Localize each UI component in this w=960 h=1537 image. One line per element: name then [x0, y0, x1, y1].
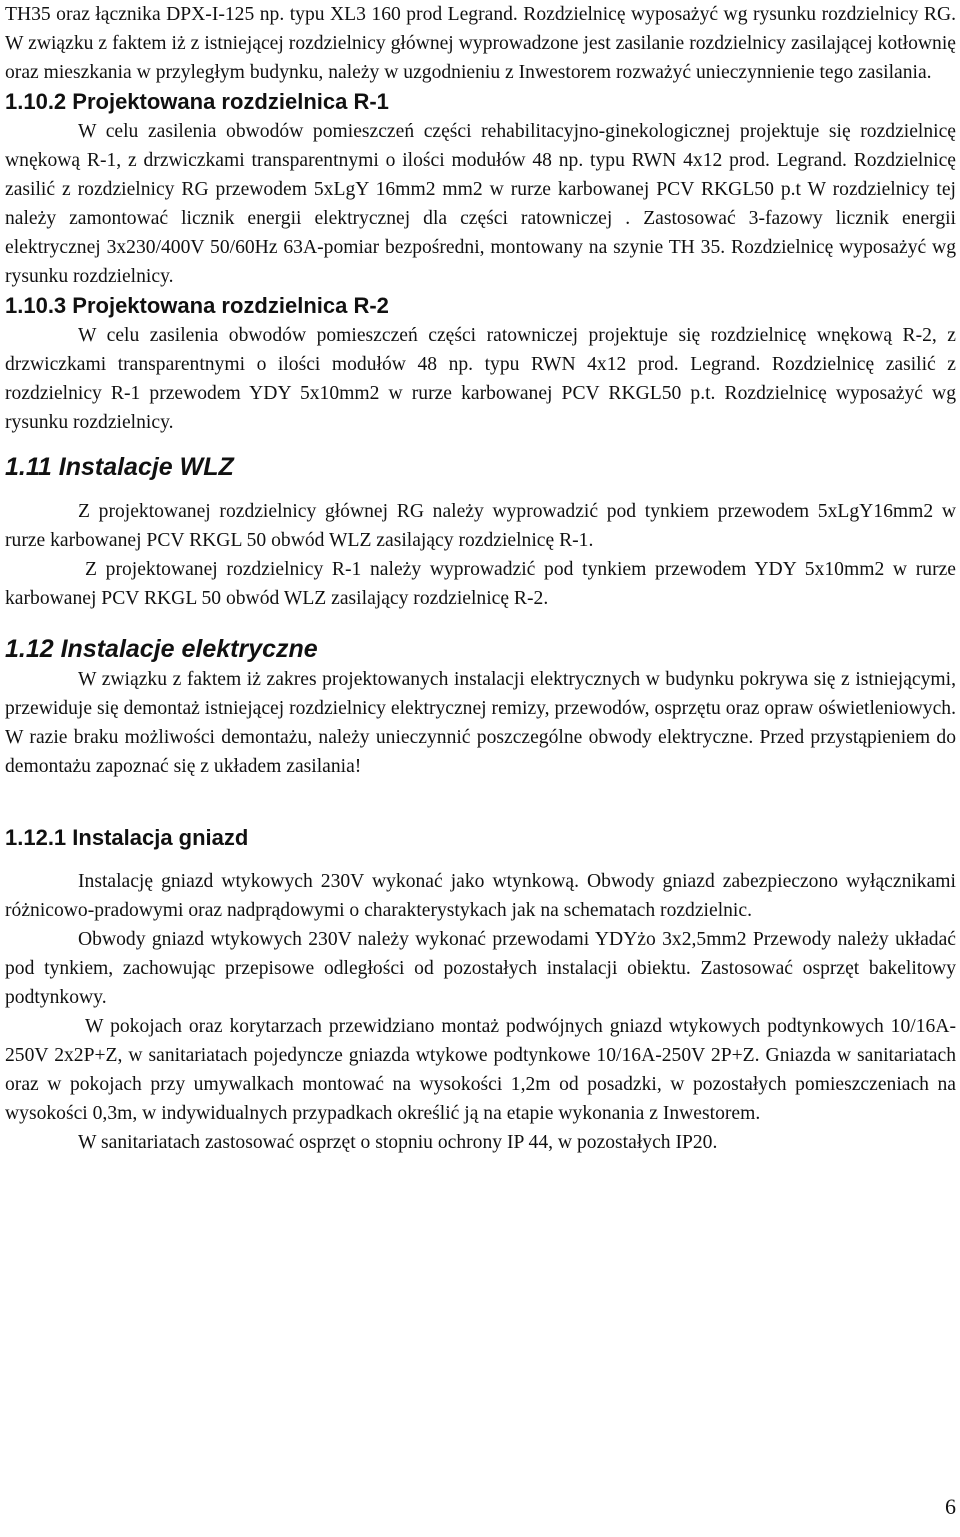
intro-paragraph: TH35 oraz łącznika DPX-I-125 np. typu XL3 160 prod Legrand. Rozdzielnicę wyposażyć wg rysunku rozdzielnicy RG. W związku z faktem iż z istniejącej rozdzielnicy głównej wyprowadzone jest zasilanie rozdzielnicy zasilającej kotłownię oraz mieszkania w przyległym budynku, należy w uzgodnieniu z Inwestorem rozważyć unieczynnienie tego zasilania. — [5, 4, 956, 83]
paragraph-1-12-1-a: Instalację gniazd wtykowych 230V wykonać jako wtynkową. Obwody gniazd zabezpieczono wyłącznikami różnicowo-pradowymi oraz nadprądowymi o charakterystykach jak na schematach rozdzielnic. — [5, 871, 956, 921]
heading-1-12-1: 1.12.1 Instalacja gniazd — [5, 825, 249, 850]
heading-1-10-2: 1.10.2 Projektowana rozdzielnica R-1 — [5, 89, 389, 114]
heading-1-10-3: 1.10.3 Projektowana rozdzielnica R-2 — [5, 293, 389, 318]
heading-1-12: 1.12 Instalacje elektryczne — [5, 635, 318, 663]
paragraph-1-11-a: Z projektowanej rozdzielnicy głównej RG należy wyprowadzić pod tynkiem przewodem 5xLgY16mm2 w rurze karbowanej PCV RKGL 50 obwód WLZ zasilający rozdzielnicę R-1. — [5, 501, 956, 551]
page-number: 6 — [945, 1494, 956, 1519]
paragraph-1-12-1-b: Obwody gniazd wtykowych 230V należy wykonać przewodami YDYżo 3x2,5mm2 Przewody należy układać pod tynkiem, zachowując przepisowe odległości od pozostałych instalacji obiektu. Zastosować osprzęt bakelitowy podtynkowy. — [5, 929, 956, 1008]
section-spacer — [5, 437, 956, 451]
paragraph-1-10-3: W celu zasilenia obwodów pomieszczeń części ratowniczej projektuje się rozdzielnicę wnękową R-2, z drzwiczkami transparentnymi o ilości modułów 48 np. typu RWN 4x12 prod. Legrand. Rozdzielnicę zasilić z rozdzielnicy R-1 przewodem YDY 5x10mm2 w rurze karbowanej PCV RKGL50 p.t. Rozdzielnicę wyposażyć wg rysunku rozdzielnicy. — [5, 325, 956, 433]
paragraph-1-10-2: W celu zasilenia obwodów pomieszczeń części rehabilitacyjno-ginekologicznej projektuje się rozdzielnicę wnękową R-1, z drzwiczkami transparentnymi o ilości modułów 48 np. typu RWN 4x12 prod. Legrand. Rozdzielnicę zasilić z rozdzielnicy RG przewodem 5xLgY 16mm2 mm2 w rurze karbowanej PCV RKGL50 p.t W rozdzielnicy tej należy zamontować licznik energii elektrycznej dla części ratowniczej . Zastosować 3-fazowy licznik energii elektrycznej 3x230/400V 50/60Hz 63A-pomiar bezpośredni, montowany na szynie TH 35. Rozdzielnicę wyposażyć wg rysunku rozdzielnicy. — [5, 121, 956, 287]
paragraph-1-11-b: Z projektowanej rozdzielnicy R-1 należy wyprowadzić pod tynkiem przewodem YDY 5x10mm2 w rurze karbowanej PCV RKGL 50 obwód WLZ zasilający rozdzielnicę R-2. — [5, 559, 956, 609]
section-spacer — [5, 483, 956, 497]
paragraph-1-12-1-d: W sanitariatach zastosować osprzęt o stopniu ochrony IP 44, w pozostałych IP20. — [78, 1132, 718, 1153]
heading-1-11: 1.11 Instalacje WLZ — [5, 453, 234, 481]
paragraph-1-12: W związku z faktem iż zakres projektowanych instalacji elektrycznych w budynku pokrywa się z istniejącymi, przewiduje się demontaż istniejącej rozdzielnicy elektrycznej remizy, przewodów, osprzętu oraz opraw oświetleniowych. W razie braku możliwości demontażu, należy unieczynnić poszczególne obwody elektryczne. Przed przystąpieniem do demontażu zapoznać się z układem zasilania! — [5, 669, 956, 777]
section-spacer — [5, 781, 956, 823]
section-spacer — [5, 613, 956, 633]
paragraph-1-12-1-c: W pokojach oraz korytarzach przewidziano montaż podwójnych gniazd wtykowych podtynkowych 10/16A-250V 2x2P+Z, w sanitariatach pojedyncze gniazda wtykowe podtynkowe 10/16A-250V 2P+Z. Gniazda w sanitariatach oraz w pokojach przy umywalkach montować na wysokości 1,2m od posadzki, w pozostałych pomieszczeniach na wysokości 0,3m, w indywidualnych przypadkach określić ją na etapie wykonania z Inwestorem. — [5, 1016, 956, 1124]
section-spacer — [5, 853, 956, 867]
